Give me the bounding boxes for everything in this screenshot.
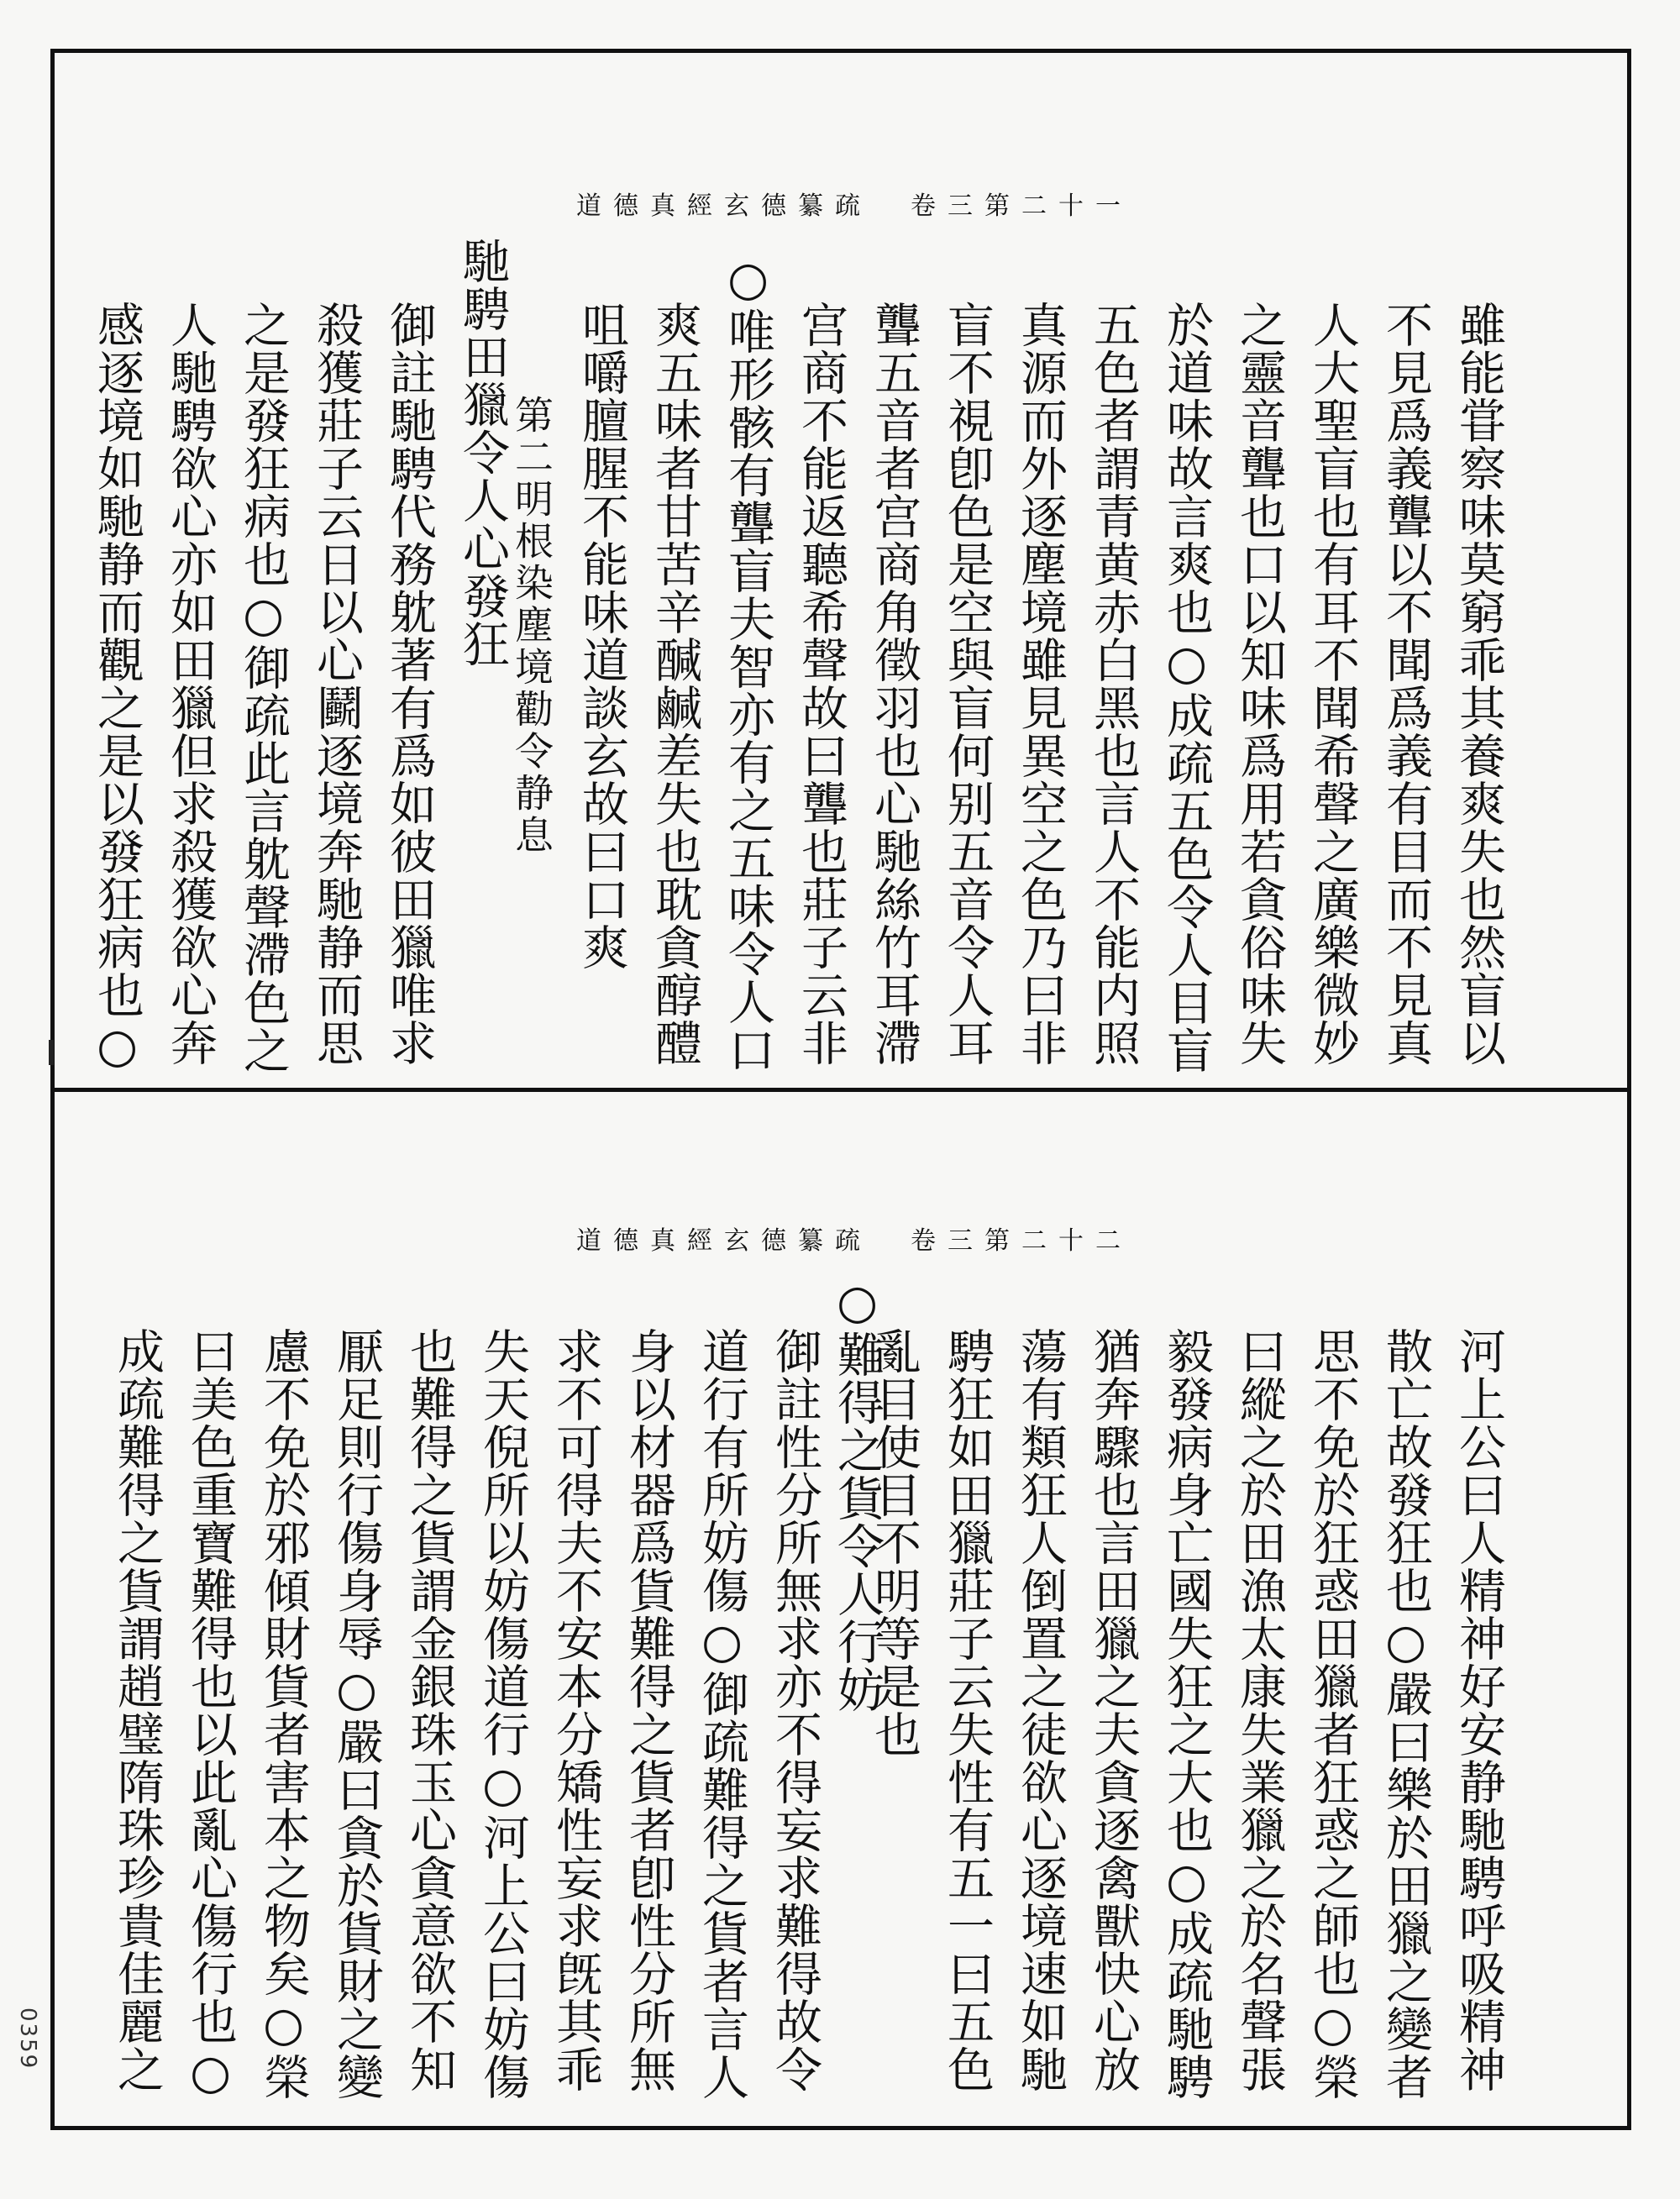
text-column: 河上公曰人精神好安静馳騁呼吸精神	[1452, 1327, 1506, 2093]
text-column: 騁狂如田獵莊子云失性有五一曰五色	[940, 1327, 995, 2093]
text-column: 身以材器爲貨難得之貨者卽性分所無	[622, 1327, 676, 2093]
text-column: 不見爲義聾以不聞爲義有目而不見真	[1378, 301, 1433, 1067]
text-column: 人馳騁欲心亦如田獵但求殺獲欲心奔	[163, 301, 218, 1067]
binding-mark	[49, 1040, 54, 1065]
text-column: 曰美色重寶難得也以此亂心傷行也○	[183, 1327, 238, 2101]
text-column: 御註馳騁代務躭著有爲如彼田獵唯求	[382, 301, 437, 1067]
text-column: 聾五音者宫商角徵羽也心馳絲竹耳滯	[867, 301, 921, 1067]
text-column: 也難得之貨謂金銀珠玉心貪意欲不知	[402, 1327, 457, 2093]
text-column: 感逐境如馳静而觀之是以發狂病也○	[90, 301, 144, 1074]
top-page-header	[576, 185, 1132, 222]
text-column: 盲不視卽色是空與盲何别五音令人耳	[940, 301, 995, 1067]
text-column: 失天倪所以妨傷道行○河上公曰妨傷	[475, 1327, 530, 2101]
text-column: 毅發病身亡國失狂之大也○成疏馳騁	[1159, 1327, 1214, 2101]
text-column: 道行有所妨傷○御疏難得之貨者言人	[695, 1327, 749, 2101]
text-column: 宫商不能返聽希聲故曰聾也莊子云非	[794, 301, 848, 1067]
text-column: 之是發狂病也○御疏此言躭聲滯色之	[236, 301, 291, 1074]
text-column: 御註性分所無求亦不得妄求難得故令	[768, 1327, 822, 2093]
text-column: 亂目使目不明等是也	[867, 1327, 921, 1758]
text-column: 成疏難得之貨謂趙璧隋珠珍貴佳麗之	[110, 1327, 165, 2093]
bottom-page-header	[576, 1220, 1132, 1257]
text-column: 於道味故言爽也○成疏五色令人目盲	[1159, 301, 1214, 1074]
text-column: 慮不免於邪傾財貨者害本之物矣○榮	[256, 1327, 311, 2101]
text-column: 人大聖盲也有耳不聞希聲之廣樂微妙	[1305, 301, 1360, 1067]
scripture-line: ○難得之貨令人行妨	[830, 1275, 885, 1714]
text-column: 散亡故發狂也○嚴曰樂於田獵之變者	[1378, 1327, 1433, 2101]
text-column: 爽五味者甘苦辛醎鹹差失也耽貪醇醴	[648, 301, 702, 1067]
text-column: ○唯形骸有聾盲夫智亦有之五味令人口	[721, 252, 775, 1073]
text-column: 雖能甞察味莫窮乖其養爽失也然盲以	[1452, 301, 1506, 1067]
text-column: 之靈音聾也口以知味爲用若貪俗味失	[1232, 301, 1287, 1067]
bottom-header-volume: 卷三第二十二	[911, 1226, 1132, 1256]
section-heading: 第二明根染塵境勸令静息	[509, 395, 554, 857]
text-column: 思不免於狂惑田獵者狂惑之師也○榮	[1305, 1327, 1360, 2101]
text-column: 猶奔驟也言田獵之夫貪逐禽獸快心放	[1086, 1327, 1141, 2093]
sheet-number: 0359	[15, 2007, 40, 2070]
text-column: 求不可得夫不安本分矯性妄求旣其乖	[549, 1327, 603, 2093]
text-column: 曰縱之於田漁太康失業獵之於名聲張	[1232, 1327, 1287, 2093]
text-column: 五色者謂青黄赤白黑也言人不能内照	[1086, 301, 1141, 1067]
text-column: 真源而外逐塵境雖見異空之色乃曰非	[1013, 301, 1068, 1067]
top-header-title: 道德真經玄德纂疏	[576, 192, 872, 221]
page-divider	[50, 1088, 1631, 1092]
text-column: 蕩有類狂人倒置之徒欲心逐境速如馳	[1013, 1327, 1068, 2093]
top-header-volume: 卷三第二十一	[911, 192, 1132, 221]
text-column: 咀嚼膻腥不能味道談玄故曰口爽	[575, 301, 629, 971]
text-column: 殺獲莊子云日以心鬬逐境奔馳静而思	[309, 301, 364, 1067]
bottom-header-title: 道德真經玄德纂疏	[576, 1226, 872, 1256]
text-column: 厭足則行傷身辱○嚴曰貪於貨財之變	[329, 1327, 384, 2101]
scripture-line: 馳騁田獵令人心發狂	[455, 237, 510, 668]
